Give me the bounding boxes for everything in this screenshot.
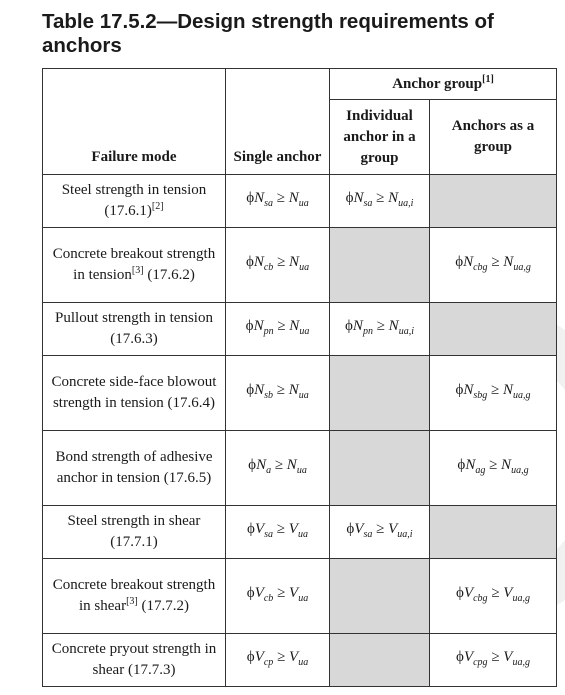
single-anchor-cell: $\phi N_a \ge N_{ua}$ (226, 431, 330, 506)
failure-mode-cell: Concrete pryout strength in shear (17.7.3) (43, 634, 226, 687)
single-anchor-cell: $\phi N_{sa} \ge N_{ua}$ (226, 175, 330, 228)
single-anchor-cell: $\phi V_{sa} \ge V_{ua}$ (226, 506, 330, 559)
table-row (43, 228, 557, 303)
table-row (43, 559, 557, 634)
group-anchor-cell (430, 175, 557, 228)
header-failure-mode: Failure mode (43, 69, 226, 175)
table-body (43, 175, 557, 687)
single-anchor-cell: $\phi N_{sb} \ge N_{ua}$ (226, 356, 330, 431)
header-anchor-group-label: Anchor group (392, 75, 483, 92)
single-anchor-cell: $\phi V_{cp} \ge V_{ua}$ (226, 634, 330, 687)
table-row (43, 175, 557, 228)
individual-anchor-cell (330, 559, 430, 634)
header-anchor-group (330, 69, 557, 100)
individual-anchor-cell: $\phi N_{pn} \ge N_{ua,i}$ (330, 303, 430, 356)
individual-anchor-cell (330, 356, 430, 431)
failure-mode-cell: Steel strength in tension (17.6.1)[2] (43, 175, 226, 228)
single-anchor-cell: $\phi V_{cb} \ge V_{ua}$ (226, 559, 330, 634)
table-row (43, 506, 557, 559)
design-strength-table (42, 68, 557, 687)
footnote-ref: [3] (126, 596, 138, 607)
group-anchor-cell (430, 506, 557, 559)
failure-mode-cell: Concrete breakout strength in shear[3] (17.7.2) (43, 559, 226, 634)
group-anchor-cell: $\phi V_{cpg} \ge V_{ua,g}$ (430, 634, 557, 687)
group-anchor-cell (430, 303, 557, 356)
group-anchor-cell: $\phi V_{cbg} \ge V_{ua,g}$ (430, 559, 557, 634)
table-row (43, 431, 557, 506)
single-anchor-cell: $\phi N_{cb} \ge N_{ua}$ (226, 228, 330, 303)
table-row (43, 356, 557, 431)
table-title: Table 17.5.2—Design strength requirements of anchors (42, 10, 494, 57)
individual-anchor-cell: $\phi N_{sa} \ge N_{ua,i}$ (330, 175, 430, 228)
failure-mode-cell: Bond strength of adhesive anchor in tension (17.6.5) (43, 431, 226, 506)
group-anchor-cell: $\phi N_{cbg} \ge N_{ua,g}$ (430, 228, 557, 303)
table-row (43, 303, 557, 356)
failure-mode-cell: Steel strength in shear (17.7.1) (43, 506, 226, 559)
header-anchor-group-note: [1] (482, 73, 494, 85)
group-anchor-cell: $\phi N_{sbg} \ge N_{ua,g}$ (430, 356, 557, 431)
individual-anchor-cell (330, 634, 430, 687)
footnote-ref: [2] (151, 201, 164, 212)
header-individual-anchor: Individual anchor in a group (330, 100, 430, 175)
failure-mode-cell: Concrete breakout strength in tension[3] (17.6.2) (43, 228, 226, 303)
table-row (43, 634, 557, 687)
group-anchor-cell: $\phi N_{ag} \ge N_{ua,g}$ (430, 431, 557, 506)
individual-anchor-cell: $\phi V_{sa} \ge V_{ua,i}$ (330, 506, 430, 559)
individual-anchor-cell (330, 228, 430, 303)
failure-mode-cell: Pullout strength in tension (17.6.3) (43, 303, 226, 356)
individual-anchor-cell (330, 431, 430, 506)
single-anchor-cell: $\phi N_{pn} \ge N_{ua}$ (226, 303, 330, 356)
header-single-anchor: Single anchor (226, 69, 330, 175)
footnote-ref: [3] (131, 265, 144, 276)
failure-mode-cell: Concrete side-face blowout strength in tension (17.6.4) (43, 356, 226, 431)
header-anchors-as-group: Anchors as a group (430, 100, 557, 175)
